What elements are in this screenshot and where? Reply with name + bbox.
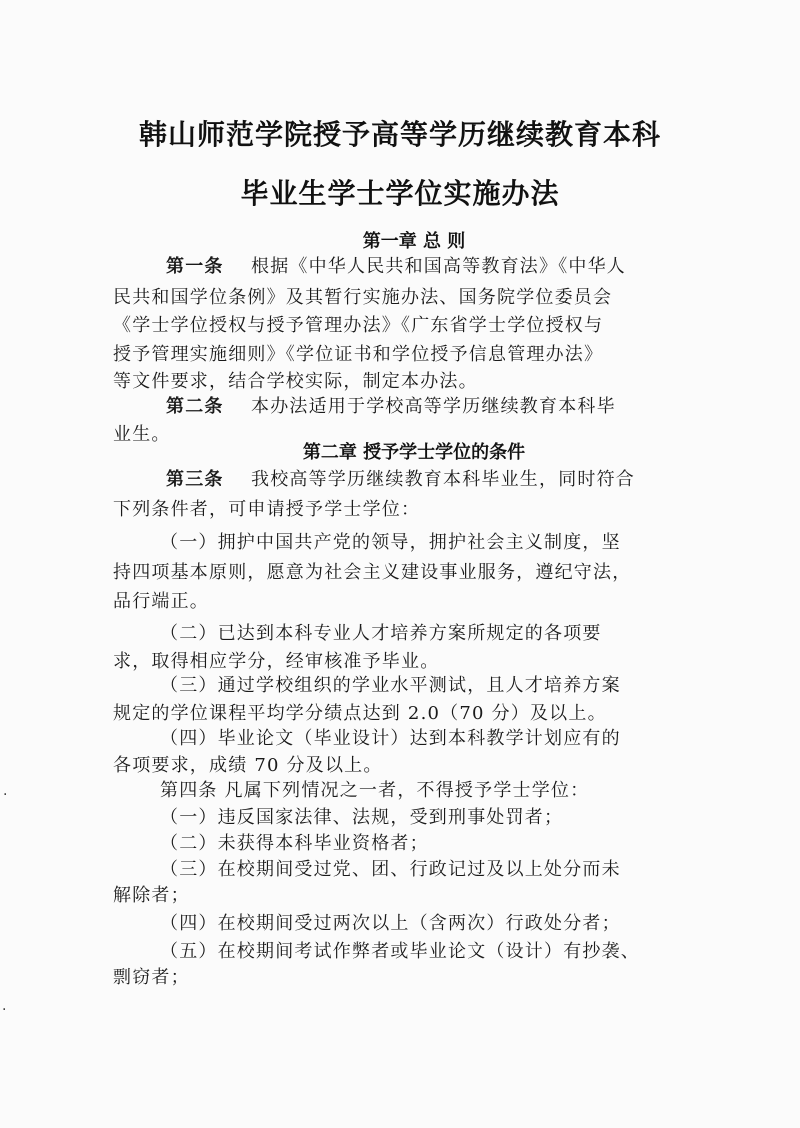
article-4-item-5-line-1: （五）在校期间考试作弊者或毕业论文（设计）有抄袭、 bbox=[160, 941, 640, 962]
article-3-line-2: 下列条件者，可申请授予学士学位： bbox=[113, 499, 421, 520]
article-4-item-2: （二）未获得本科毕业资格者； bbox=[160, 833, 429, 854]
document-title-line-2: 毕业生学士学位实施办法 bbox=[240, 177, 560, 210]
article-3-line-1: 我校高等学历继续教育本科毕业生，同时符合 bbox=[251, 469, 635, 490]
article-3-item-2-line-2: 求，取得相应学分，经审核准予毕业。 bbox=[113, 651, 440, 672]
chapter-1-heading: 第一章 总 则 bbox=[362, 231, 466, 252]
article-4-item-1: （一）违反国家法律、法规，受到刑事处罚者； bbox=[160, 807, 564, 828]
article-4-item-5-line-2: 剽窃者； bbox=[113, 967, 190, 988]
article-1-label: 第一条 bbox=[166, 256, 224, 277]
article-3-item-1-line-3: 品行端正。 bbox=[113, 591, 209, 612]
article-3-item-3-line-2: 规定的学位课程平均学分绩点达到 2.0（70 分）及以上。 bbox=[113, 703, 607, 724]
article-3-item-1-line-1: （一）拥护中国共产党的领导，拥护社会主义制度，坚 bbox=[160, 532, 621, 553]
article-1-line-1: 根据《中华人民共和国高等教育法》《中华人 bbox=[251, 256, 626, 277]
article-1-line-2: 民共和国学位条例》及其暂行实施办法、国务院学位委员会 bbox=[113, 287, 613, 308]
article-4-item-3-line-2: 解除者； bbox=[113, 885, 190, 906]
chapter-2-heading: 第二章 授予学士学位的条件 bbox=[302, 442, 526, 463]
article-3-item-4-line-2: 各项要求，成绩 70 分及以上。 bbox=[113, 755, 383, 776]
article-4-line-1: 第四条 凡属下列情况之一者，不得授予学士学位： bbox=[160, 780, 590, 801]
article-2-line-1: 本办法适用于学校高等学历继续教育本科毕 bbox=[251, 396, 616, 417]
article-3-label: 第三条 bbox=[166, 469, 224, 490]
article-4-item-3-line-1: （三）在校期间受过党、团、行政记过及以上处分而未 bbox=[160, 859, 621, 880]
article-1-line-3: 《学士学位授权与授予管理办法》《广东省学士学位授权与 bbox=[113, 315, 604, 336]
article-3-item-1-line-2: 持四项基本原则，愿意为社会主义建设事业服务，遵纪守法， bbox=[113, 562, 632, 583]
article-3-item-4-line-1: （四）毕业论文（毕业设计）达到本科教学计划应有的 bbox=[160, 728, 621, 749]
article-2-label: 第二条 bbox=[166, 396, 224, 417]
scan-mark: · bbox=[2, 1002, 7, 1018]
scan-mark: · bbox=[3, 787, 8, 803]
article-1-line-5: 等文件要求，结合学校实际，制定本办法。 bbox=[113, 371, 478, 392]
article-3-item-3-line-1: （三）通过学校组织的学业水平测试，且人才培养方案 bbox=[160, 675, 621, 696]
article-4-item-4: （四）在校期间受过两次以上（含两次）行政处分者； bbox=[160, 913, 621, 934]
article-1-line-4: 授予管理实施细则》《学位证书和学位授予信息管理办法》 bbox=[113, 344, 604, 365]
document-title-line-1: 韩山师范学院授予高等学历继续教育本科 bbox=[138, 118, 661, 151]
article-3-item-2-line-1: （二）已达到本科专业人才培养方案所规定的各项要 bbox=[160, 623, 602, 644]
article-2-line-2: 业生。 bbox=[113, 424, 171, 445]
